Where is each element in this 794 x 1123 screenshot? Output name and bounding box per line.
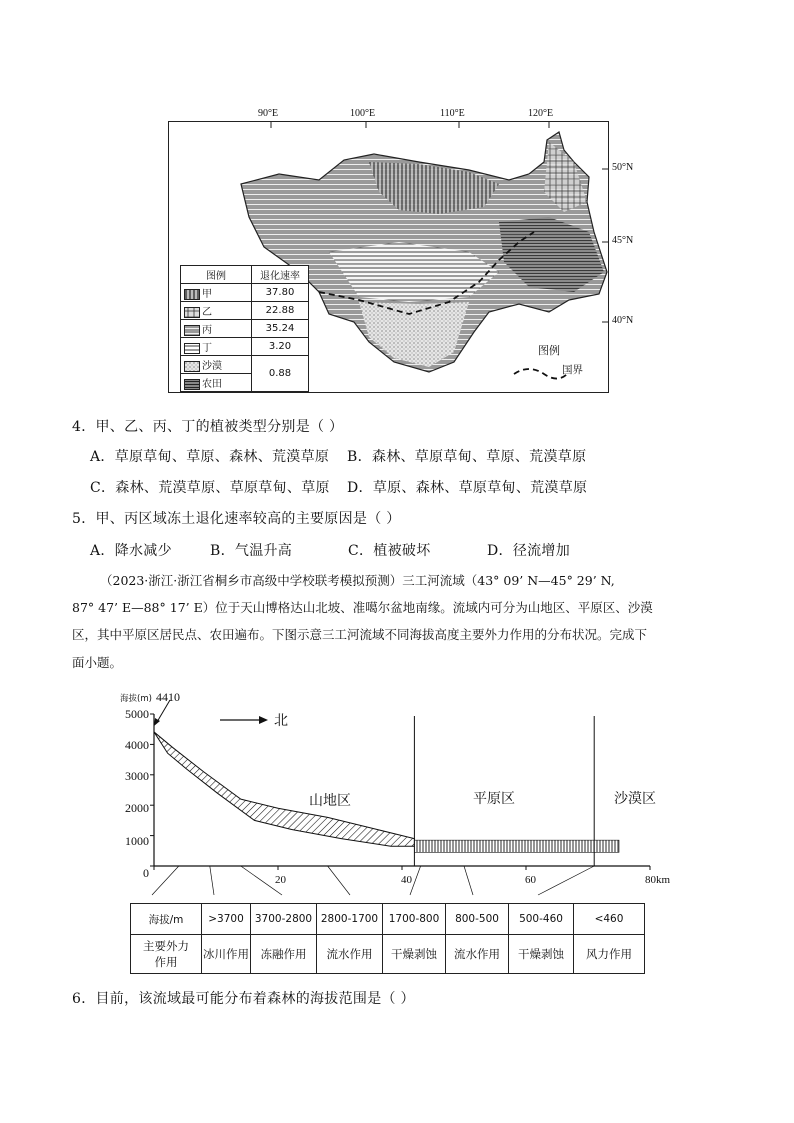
leader-line	[538, 866, 594, 895]
swatch-bing	[184, 325, 200, 336]
border-legend-title: 图例	[538, 344, 560, 357]
profile-chart	[110, 688, 690, 898]
table-cell: 冰川作用	[202, 935, 251, 974]
intro-line-3: 区，其中平原区居民点、农田遍布。下图示意三工河流域不同海拔高度主要外力作用的分布状况。完成下	[72, 627, 648, 642]
legend-item	[181, 302, 252, 320]
question-4-option-c[interactable]: C．森林、荒漠草原、草原草甸、草原	[90, 480, 330, 496]
intro-line-4: 面小题。	[72, 655, 123, 670]
legend-item	[181, 374, 252, 392]
table-cell: 500-460	[509, 904, 574, 935]
plain-band	[414, 840, 619, 852]
question-5-option-a[interactable]: A．降水减少	[90, 543, 172, 559]
legend-rate: 22.88	[252, 302, 309, 320]
legend-name: 甲	[202, 289, 212, 300]
question-4-option-d[interactable]: D．草原、森林、草原草甸、荒漠草原	[347, 480, 588, 496]
legend-name: 农田	[202, 379, 222, 390]
swatch-jia	[184, 289, 200, 300]
swatch-farm	[184, 379, 200, 390]
north-arrowhead	[259, 716, 268, 724]
x-tick-label: 20	[275, 874, 286, 886]
north-label: 北	[274, 713, 288, 729]
legend-item	[181, 284, 252, 302]
zone-label-desert: 沙漠区	[614, 791, 656, 807]
y-tick-label: 1000	[125, 834, 149, 848]
legend-rate: 0.88	[252, 356, 309, 392]
leader-line	[210, 866, 214, 895]
legend-item	[181, 356, 252, 374]
zone-label-mountain: 山地区	[309, 793, 351, 809]
table-cell: 海拔/m	[131, 904, 202, 935]
x-tick-label: 80km	[645, 874, 671, 886]
question-4-option-b[interactable]: B．森林、草原草甸、草原、荒漠草原	[347, 449, 587, 465]
intro-line-1: （2023·浙江·浙江省桐乡市高级中学校联考模拟预测）三工河流域（43° 09’ N—45° 29’ N,	[100, 573, 615, 588]
lat-label: 50°N	[612, 162, 634, 173]
leader-line	[464, 866, 473, 895]
y-tick-label: 3000	[125, 769, 149, 783]
legend-name: 沙漠	[202, 361, 222, 372]
swatch-ding	[184, 343, 200, 354]
legend-rate: 35.24	[252, 320, 309, 338]
swatch-sand	[184, 361, 200, 372]
legend-header: 图例	[181, 266, 252, 284]
question-5-option-c[interactable]: C．植被破坏	[348, 543, 431, 559]
table-cell: 风力作用	[574, 935, 645, 974]
legend-rate: 37.80	[252, 284, 309, 302]
question-5-option-d[interactable]: D．径流增加	[487, 543, 571, 559]
table-cell: 2800-1700	[317, 904, 383, 935]
legend-item	[181, 320, 252, 338]
map-legend	[180, 265, 309, 392]
table-cell: 800-500	[446, 904, 509, 935]
mountain-slope-band	[154, 732, 414, 846]
border-legend-label: 国界	[562, 364, 583, 376]
leader-line	[328, 866, 350, 895]
y-tick-label: 2000	[125, 801, 149, 815]
question-5-stem: 5．甲、丙区域冻土退化速率较高的主要原因是（ ）	[72, 511, 401, 527]
table-cell: 3700-2800	[251, 904, 317, 935]
legend-name: 乙	[202, 307, 212, 318]
question-4-option-a[interactable]: A．草原草甸、草原、森林、荒漠草原	[90, 449, 330, 465]
lon-label: 100°E	[350, 108, 376, 119]
lat-label: 45°N	[612, 235, 634, 246]
leader-line	[152, 866, 179, 895]
lon-label: 110°E	[440, 108, 465, 119]
table-cell: >3700	[202, 904, 251, 935]
x-tick-label: 60	[525, 874, 536, 886]
table-cell: <460	[574, 904, 645, 935]
table-cell: 冻融作用	[251, 935, 317, 974]
table-cell: 干燥剥蚀	[383, 935, 446, 974]
erosion-table	[130, 903, 645, 974]
question-5-option-b[interactable]: B．气温升高	[210, 543, 293, 559]
table-cell: 流水作用	[446, 935, 509, 974]
zone-label-plain: 平原区	[473, 791, 515, 807]
y-tick-label: 4000	[125, 738, 149, 752]
x-tick-label: 40	[401, 874, 412, 886]
y-tick-label: 0	[143, 866, 149, 880]
lon-label: 120°E	[528, 108, 554, 119]
intro-line-2: 87° 47’ E—88° 17’ E）位于天山博格达山北坡、准噶尔盆地南缘。流域内可分为山地区、平原区、沙漠	[72, 600, 653, 615]
lon-label: 90°E	[258, 108, 279, 119]
legend-name: 丙	[202, 325, 212, 336]
table-cell: 流水作用	[317, 935, 383, 974]
legend-item	[181, 338, 252, 356]
table-cell: 主要外力作用	[131, 935, 202, 974]
swatch-yi	[184, 307, 200, 318]
legend-name: 丁	[202, 343, 212, 354]
legend-header: 退化速率	[252, 266, 309, 284]
profile-svg	[110, 688, 690, 898]
peak-label: 4410	[156, 690, 180, 704]
question-4-stem: 4．甲、乙、丙、丁的植被类型分别是（ ）	[72, 419, 344, 435]
legend-rate: 3.20	[252, 338, 309, 356]
table-cell: 1700-800	[383, 904, 446, 935]
question-6-stem: 6．目前，该流域最可能分布着森林的海拔范围是（ ）	[72, 991, 415, 1007]
border-legend-line	[514, 369, 569, 379]
y-tick-label: 5000	[125, 707, 149, 721]
table-cell: 干燥剥蚀	[509, 935, 574, 974]
y-axis-title: 海拔(m)	[120, 694, 152, 704]
lat-label: 40°N	[612, 315, 634, 326]
